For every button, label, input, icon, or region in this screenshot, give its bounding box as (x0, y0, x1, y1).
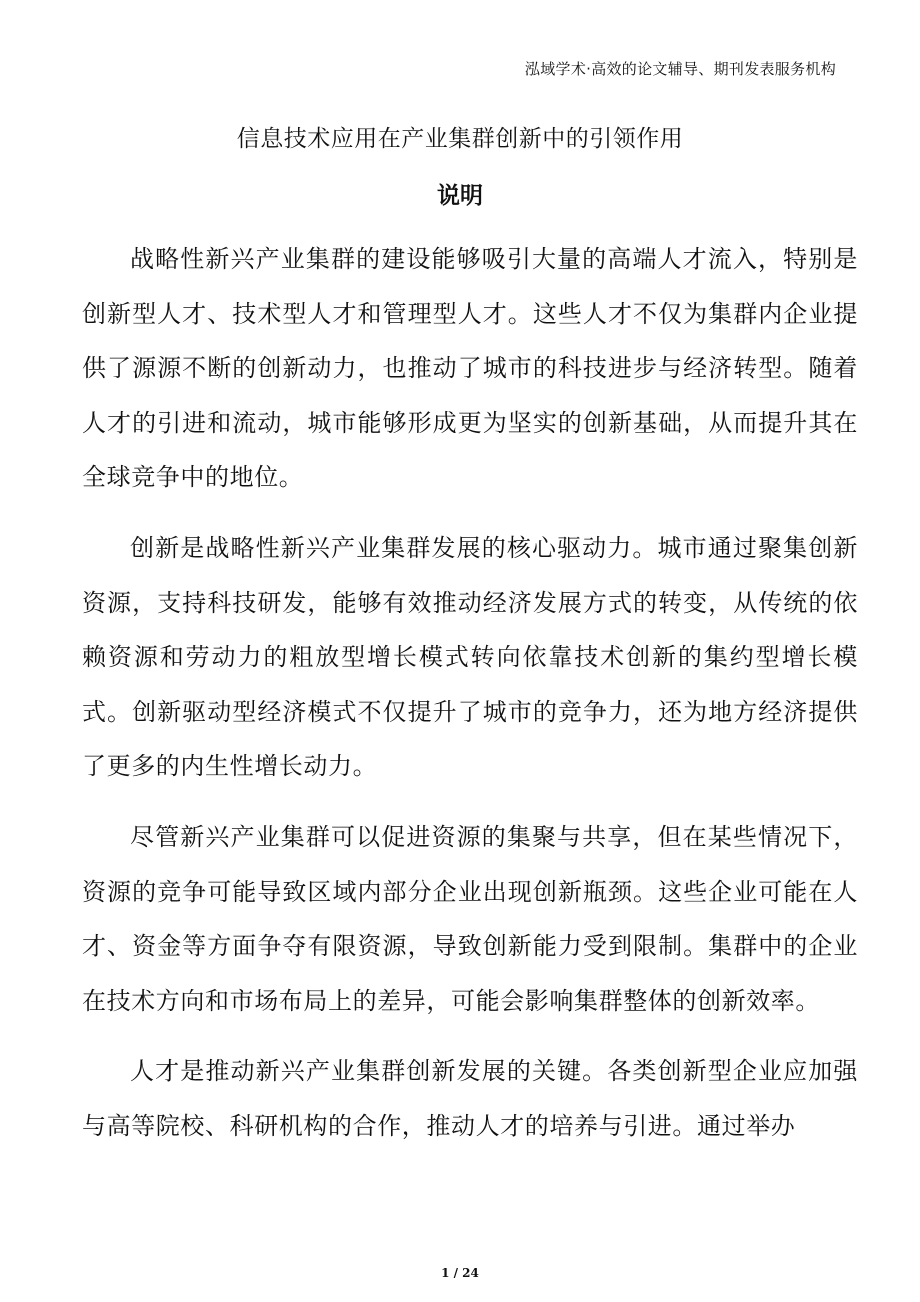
paragraph: 创新是战略性新兴产业集群发展的核心驱动力。城市通过聚集创新资源，支持科技研发，能够有效推动经济发展方式的转变，从传统的依赖资源和劳动力的粗放型增长模式转向依靠技术创新的集约型增长模式。创新驱动型经济模式不仅提升了城市的竞争力，还为地方经济提供了更多的内生性增长动力。 (82, 533, 858, 781)
page-number: 1 / 24 (441, 1266, 479, 1280)
section-heading: 说明 (437, 183, 483, 209)
paragraph: 人才是推动新兴产业集群创新发展的关键。各类创新型企业应加强与高等院校、科研机构的合作，推动人才的培养与引进。通过举办 (82, 1057, 858, 1140)
paragraph: 尽管新兴产业集群可以促进资源的集聚与共享，但在某些情况下，资源的竞争可能导致区域内部分企业出现创新瓶颈。这些企业可能在人才、资金等方面争夺有限资源，导致创新能力受到限制。集群中的企业在技术方向和市场布局上的差异，可能会影响集群整体的创新效率。 (82, 822, 858, 1015)
publisher-header: 泓域学术·高效的论文辅导、期刊发表服务机构 (524, 60, 836, 78)
document-body (82, 232, 858, 1170)
document-title: 信息技术应用在产业集群创新中的引领作用 (236, 126, 684, 152)
paragraph: 战略性新兴产业集群的建设能够吸引大量的高端人才流入，特别是创新型人才、技术型人才和管理型人才。这些人才不仅为集群内企业提供了源源不断的创新动力，也推动了城市的科技进步与经济转型。随着人才的引进和流动，城市能够形成更为坚实的创新基础，从而提升其在全球竞争中的地位。 (82, 245, 858, 492)
